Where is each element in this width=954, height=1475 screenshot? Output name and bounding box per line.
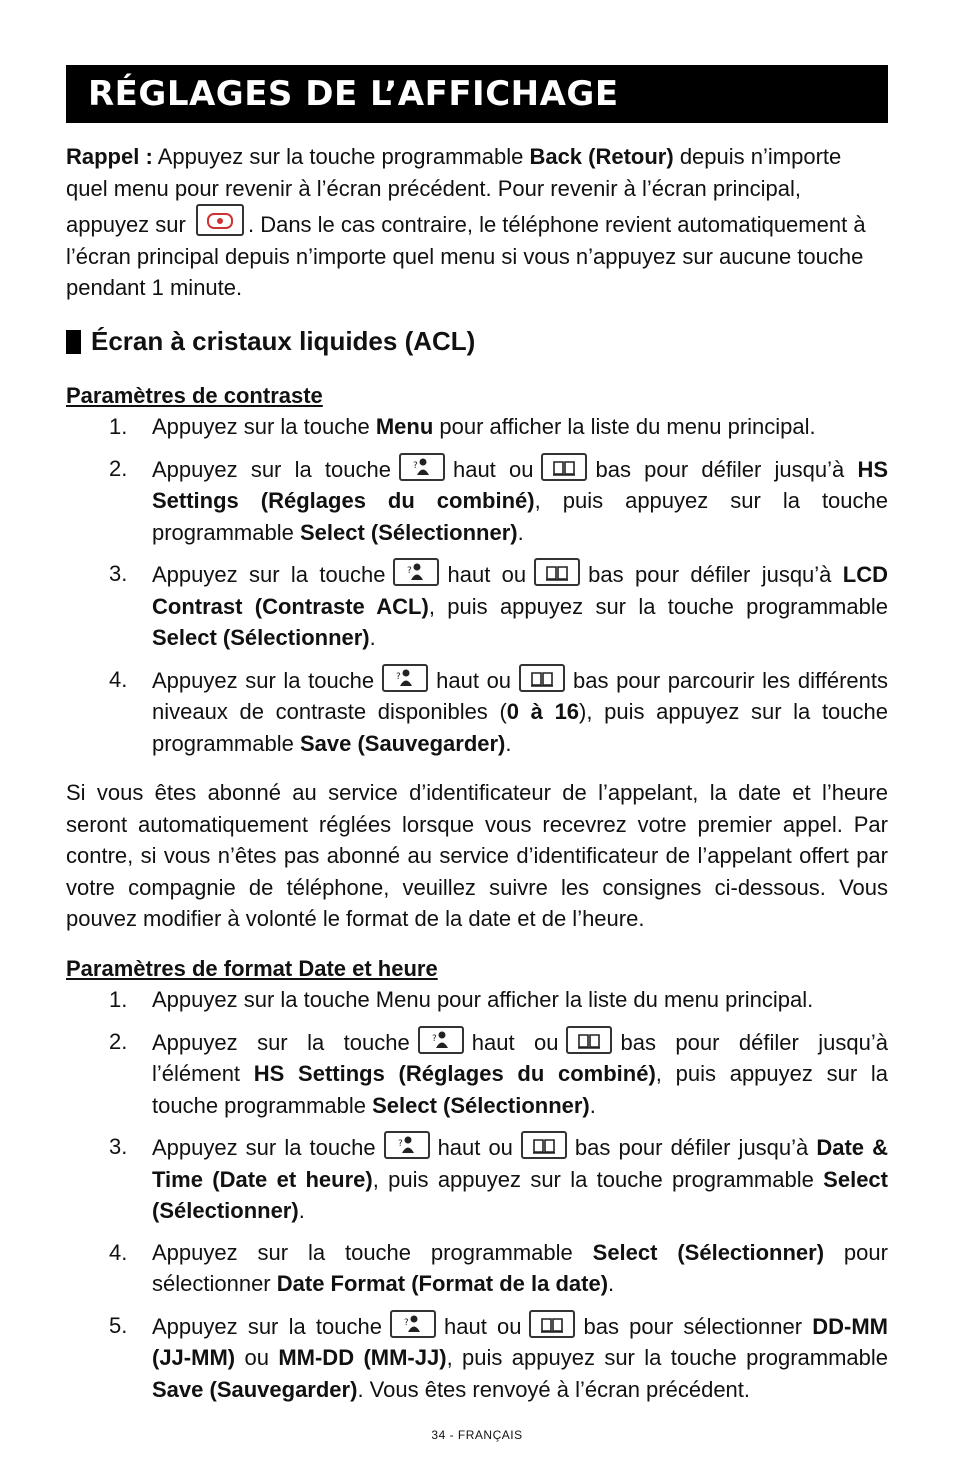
format-option: DD-MM (JJ-MM) — [152, 1313, 888, 1370]
step-text: . Vous êtes renvoyé à l’écran précédent. — [357, 1376, 751, 1402]
softkey-name: Save (Sauvegarder) — [299, 730, 506, 756]
menu-item-name: HS Settings (Réglages du combiné) — [152, 456, 888, 513]
content — [66, 141, 888, 1415]
list-item — [66, 1237, 888, 1300]
softkey-name: Save (Sauvegarder) — [152, 1376, 358, 1402]
off-hook-red-icon — [196, 204, 244, 236]
step-text: Appuyez sur la touche — [152, 1029, 410, 1055]
step-text: , puis appuyez sur la touche programmable — [152, 488, 888, 545]
step-text: bas pour parcourir les différents niveaux de contraste disponibles ( — [152, 667, 888, 724]
menu-label: Menu — [375, 414, 434, 439]
step-text: , puis appuyez sur la touche programmable — [428, 593, 888, 619]
section-heading — [66, 322, 888, 362]
datetime-heading: Paramètres de format Date et heure — [66, 955, 438, 981]
step-text: , puis appuyez sur la touche programmable — [372, 1166, 824, 1192]
step-text: haut ou — [471, 1029, 559, 1055]
book-down-icon — [534, 558, 580, 586]
book-down-icon — [541, 453, 587, 481]
step-text: . — [608, 1271, 615, 1296]
step-number: 1. — [109, 987, 128, 1012]
step-text: pour sélectionner — [152, 1239, 888, 1296]
step-text: ou — [235, 1345, 279, 1370]
step-text: bas pour défiler jusqu’à — [574, 1135, 817, 1160]
step-number: 2. — [109, 1028, 128, 1054]
menu-item-name: LCD Contrast (Contraste ACL) — [152, 562, 889, 619]
contrast-steps — [66, 411, 888, 759]
page-title: RÉGLAGES DE L’AFFICHAGE — [88, 74, 619, 114]
phonebook-up-icon — [418, 1026, 464, 1054]
step-text: haut ou — [436, 667, 512, 693]
svg-text:?: ? — [407, 566, 413, 576]
section-marker — [66, 330, 81, 354]
softkey-name: Select (Sélectionner) — [592, 1239, 825, 1265]
step-number: 1. — [109, 414, 128, 439]
step-number: 5. — [109, 1312, 128, 1338]
step-text: haut ou — [443, 1313, 522, 1339]
menu-item-name: Date & Time (Date et heure) — [152, 1135, 888, 1192]
reminder-text-1: Appuyez sur la touche programmable — [152, 144, 530, 169]
step-number: 4. — [109, 1239, 128, 1265]
svg-text:?: ? — [397, 1139, 403, 1149]
list-item — [66, 984, 888, 1016]
list-item — [66, 453, 888, 549]
phonebook-up-icon — [399, 453, 445, 481]
step-number: 3. — [109, 561, 128, 586]
step-text: Appuyez sur la touche — [152, 562, 386, 587]
datetime-steps — [66, 984, 888, 1405]
step-text: Appuyez sur la touche — [152, 667, 375, 693]
list-item — [66, 1131, 888, 1227]
list-item — [66, 664, 888, 760]
step-text: . — [298, 1198, 305, 1223]
menu-item-name: HS Settings (Réglages du combiné) — [253, 1061, 656, 1086]
phonebook-up-icon — [393, 558, 439, 586]
svg-text:?: ? — [396, 671, 401, 682]
phonebook-up-icon — [382, 664, 428, 692]
step-text: bas pour défiler jusqu’à l’élément — [152, 1029, 888, 1086]
step-text: , puis appuyez sur la touche programmable — [152, 1061, 889, 1118]
step-text: Appuyez sur la touche Menu pour afficher la liste du menu principal. — [152, 987, 814, 1012]
page-footer: 34 - FRANÇAIS — [431, 1428, 523, 1442]
step-text: bas pour défiler jusqu’à — [588, 562, 843, 587]
section-heading-text: Écran à cristaux liquides (ACL) — [91, 325, 476, 356]
step-number: 2. — [109, 455, 128, 481]
svg-text:?: ? — [403, 1317, 409, 1328]
softkey-name: Select (Sélectionner) — [299, 519, 518, 545]
step-text: haut ou — [447, 562, 527, 587]
back-key-label: Back (Retour) — [529, 144, 674, 169]
reminder-label: Rappel : — [66, 144, 153, 169]
list-item — [66, 558, 888, 654]
step-text: bas pour sélectionner — [583, 1313, 813, 1339]
softkey-name: Select (Sélectionner) — [152, 1166, 888, 1223]
book-down-icon — [529, 1310, 575, 1338]
phonebook-up-icon — [390, 1310, 436, 1338]
list-item — [66, 1026, 888, 1122]
phonebook-up-icon — [384, 1131, 430, 1159]
step-number: 3. — [109, 1134, 128, 1159]
softkey-name: Select (Sélectionner) — [372, 1092, 590, 1118]
step-text: . — [517, 519, 524, 545]
softkey-name: Select (Sélectionner) — [152, 625, 370, 650]
step-text: haut ou — [437, 1135, 513, 1160]
title-bar — [66, 65, 888, 123]
caller-id-paragraph: Si vous êtes abonné au service d’identificateur de l’appelant, la date et l’heure seront automatiquement réglées lorsque vous recevrez votre premier appel. Par contre, si vous n’êtes pas abonné au service d’identificateur de l’appelant offert par votre compagnie de téléphone, veuillez suivre les consignes ci-dessous. Vous pouvez modifier à volonté le format de la date et de l’heure. — [66, 780, 888, 931]
step-text: Appuyez sur la touche — [152, 456, 391, 482]
format-option: MM-DD (MM-JJ) — [278, 1345, 447, 1370]
reminder-text-3: . Dans le cas contraire, le téléphone revient automatiquement à l’écran principal depuis n’importe quel menu si vous n’appuyez sur aucune touche pendant 1 minute. — [66, 212, 866, 300]
step-text: bas pour défiler jusqu’à — [595, 456, 858, 482]
reminder-paragraph — [66, 141, 888, 304]
step-text: . — [505, 730, 512, 756]
step-text: . — [369, 625, 376, 650]
svg-text:?: ? — [431, 1033, 437, 1044]
step-text: Appuyez sur la touche — [152, 1135, 376, 1160]
step-text: Appuyez sur la touche — [152, 1313, 382, 1339]
step-number: 4. — [109, 666, 128, 692]
step-text: Appuyez sur la touche — [152, 414, 376, 439]
step-text: ), puis appuyez sur la touche programmable — [152, 699, 888, 756]
step-text: . — [589, 1092, 596, 1118]
step-text: haut ou — [452, 456, 534, 482]
contrast-range: 0 à 16 — [506, 699, 580, 724]
reminder-text-2: depuis n’importe quel menu pour revenir à l’écran précédent. Pour revenir à l’écran principal, appuyez sur — [66, 144, 842, 237]
book-down-icon — [566, 1026, 612, 1054]
book-down-icon — [521, 1131, 567, 1159]
contrast-heading: Paramètres de contraste — [66, 382, 323, 408]
step-text: , puis appuyez sur la touche programmable — [446, 1345, 889, 1370]
menu-item-name: Date Format (Format de la date) — [276, 1271, 609, 1296]
list-item — [66, 1310, 888, 1406]
svg-text:?: ? — [412, 460, 418, 471]
list-item — [66, 411, 888, 443]
step-text: pour afficher la liste du menu principal. — [433, 414, 816, 439]
step-text: Appuyez sur la touche programmable — [152, 1239, 593, 1265]
book-down-icon — [519, 664, 565, 692]
